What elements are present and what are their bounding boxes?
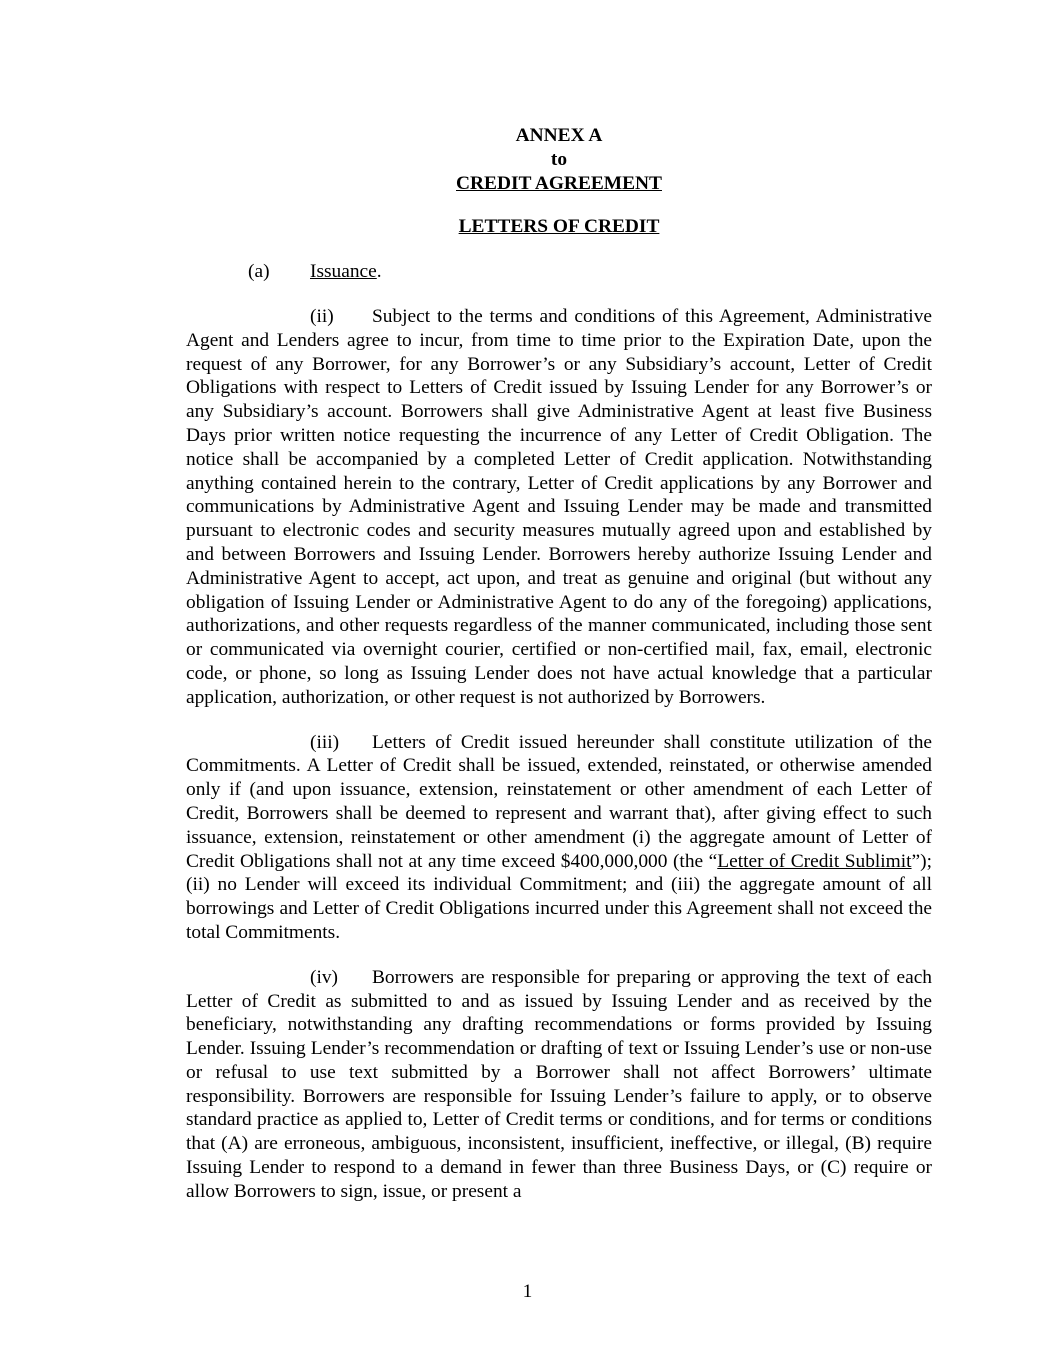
page-number: 1 — [522, 1281, 533, 1302]
section-heading — [186, 215, 932, 239]
paragraph-ii-number: (ii) — [310, 305, 334, 327]
subsection-a-number: (a) — [248, 261, 270, 283]
annex-title — [186, 124, 932, 195]
paragraph-ii-text: Subject to the terms and conditions of this Agreement, Administrative Agent and Lenders agree to incur, from time to time prior to the Expiration Date, upon the request of any Borrower, for any Borrower’s or any Subsidiary’s account, Letter of Credit Obligations with respect to Letters of Credit issued by Issuing Lender for any Borrower’s or any Subsidiary’s account. Borrowers shall give Administrative Agent at least five Business Days prior written notice requesting the incurrence of any Letter of Credit Obligation. The notice shall be accompanied by a completed Letter of Credit application. Notwithstanding anything contained herein to the contrary, Letter of Credit applications by any Borrower and communications by Administrative Agent and Issuing Lender may be made and transmitted pursuant to electronic codes and security measures mutually agreed upon and established by and between Borrowers and Issuing Lender. Borrowers hereby authorize Issuing Lender and Administrative Agent to accept, act upon, and treat as genuine and original (but without any obligation of Issuing Lender or Administrative Agent to do any of the foregoing) applications, authorizations, and other requests regardless of the manner communicated, including those sent or communicated via overnight courier, certified or non-certified mail, fax, email, electronic code, or phone, so long as Issuing Lender does not have actual knowledge that a particular application, authorization, or other request is not authorized by Borrowers. — [186, 305, 932, 708]
annex-to: to — [550, 148, 568, 170]
document-page — [186, 124, 932, 1204]
paragraph-iii — [186, 731, 932, 945]
paragraph-ii — [186, 305, 932, 710]
paragraph-iii-text-after: ”); (ii) no Lender will exceed its individual Commitment; and (iii) the aggregate amount of all borrowings and Letter of Credit Obligations incurred under this Agreement shall not exceed the total Commitments. — [186, 850, 932, 943]
paragraph-iii-text-before: Letters of Credit issued hereunder shall constitute utilization of the Commitments. A Letter of Credit shall be issued, extended, reinstated, or otherwise amended only if (and upon issuance, extension, reinstatement or other amendment of each Letter of Credit, Borrowers shall be deemed to represent and warrant that), after giving effect to such issuance, extension, reinstatement or other amendment (i) the aggregate amount of Letter of Credit Obligations shall not at any time exceed $400,000,000 (the “ — [186, 731, 932, 872]
paragraph-iii-number: (iii) — [310, 731, 340, 753]
subsection-a-period: . — [376, 261, 382, 283]
subsection-a-title: Issuance — [310, 261, 377, 283]
defined-term-lc-sublimit: Letter of Credit Sublimit — [717, 850, 912, 872]
annex-label: ANNEX A — [515, 125, 603, 146]
paragraph-iv — [186, 966, 932, 1204]
paragraph-iv-number: (iv) — [310, 966, 338, 988]
subsection-a-heading — [186, 260, 932, 284]
paragraph-iv-text: Borrowers are responsible for preparing or approving the text of each Letter of Credit as submitted to and as issued by Issuing Lender and as received by the beneficiary, notwithstanding any drafting recommendations or forms provided by Issuing Lender. Issuing Lender’s recommendation or drafting of text or Issuing Lender’s use or non-use or refusal to use text submitted by a Borrower shall not affect Borrowers’ ultimate responsibility. Borrowers are responsible for Issuing Lender’s failure to apply, or to observe standard practice as applied to, Letter of Credit terms or conditions, and for terms or conditions that (A) are erroneous, ambiguous, inconsistent, insufficient, ineffective, or illegal, (B) require Issuing Lender to respond to a demand in fewer than three Business Days, or (C) require or allow Borrowers to sign, issue, or present a — [186, 966, 932, 1202]
agreement-title: CREDIT AGREEMENT — [456, 172, 662, 194]
section-title: LETTERS OF CREDIT — [458, 216, 660, 238]
